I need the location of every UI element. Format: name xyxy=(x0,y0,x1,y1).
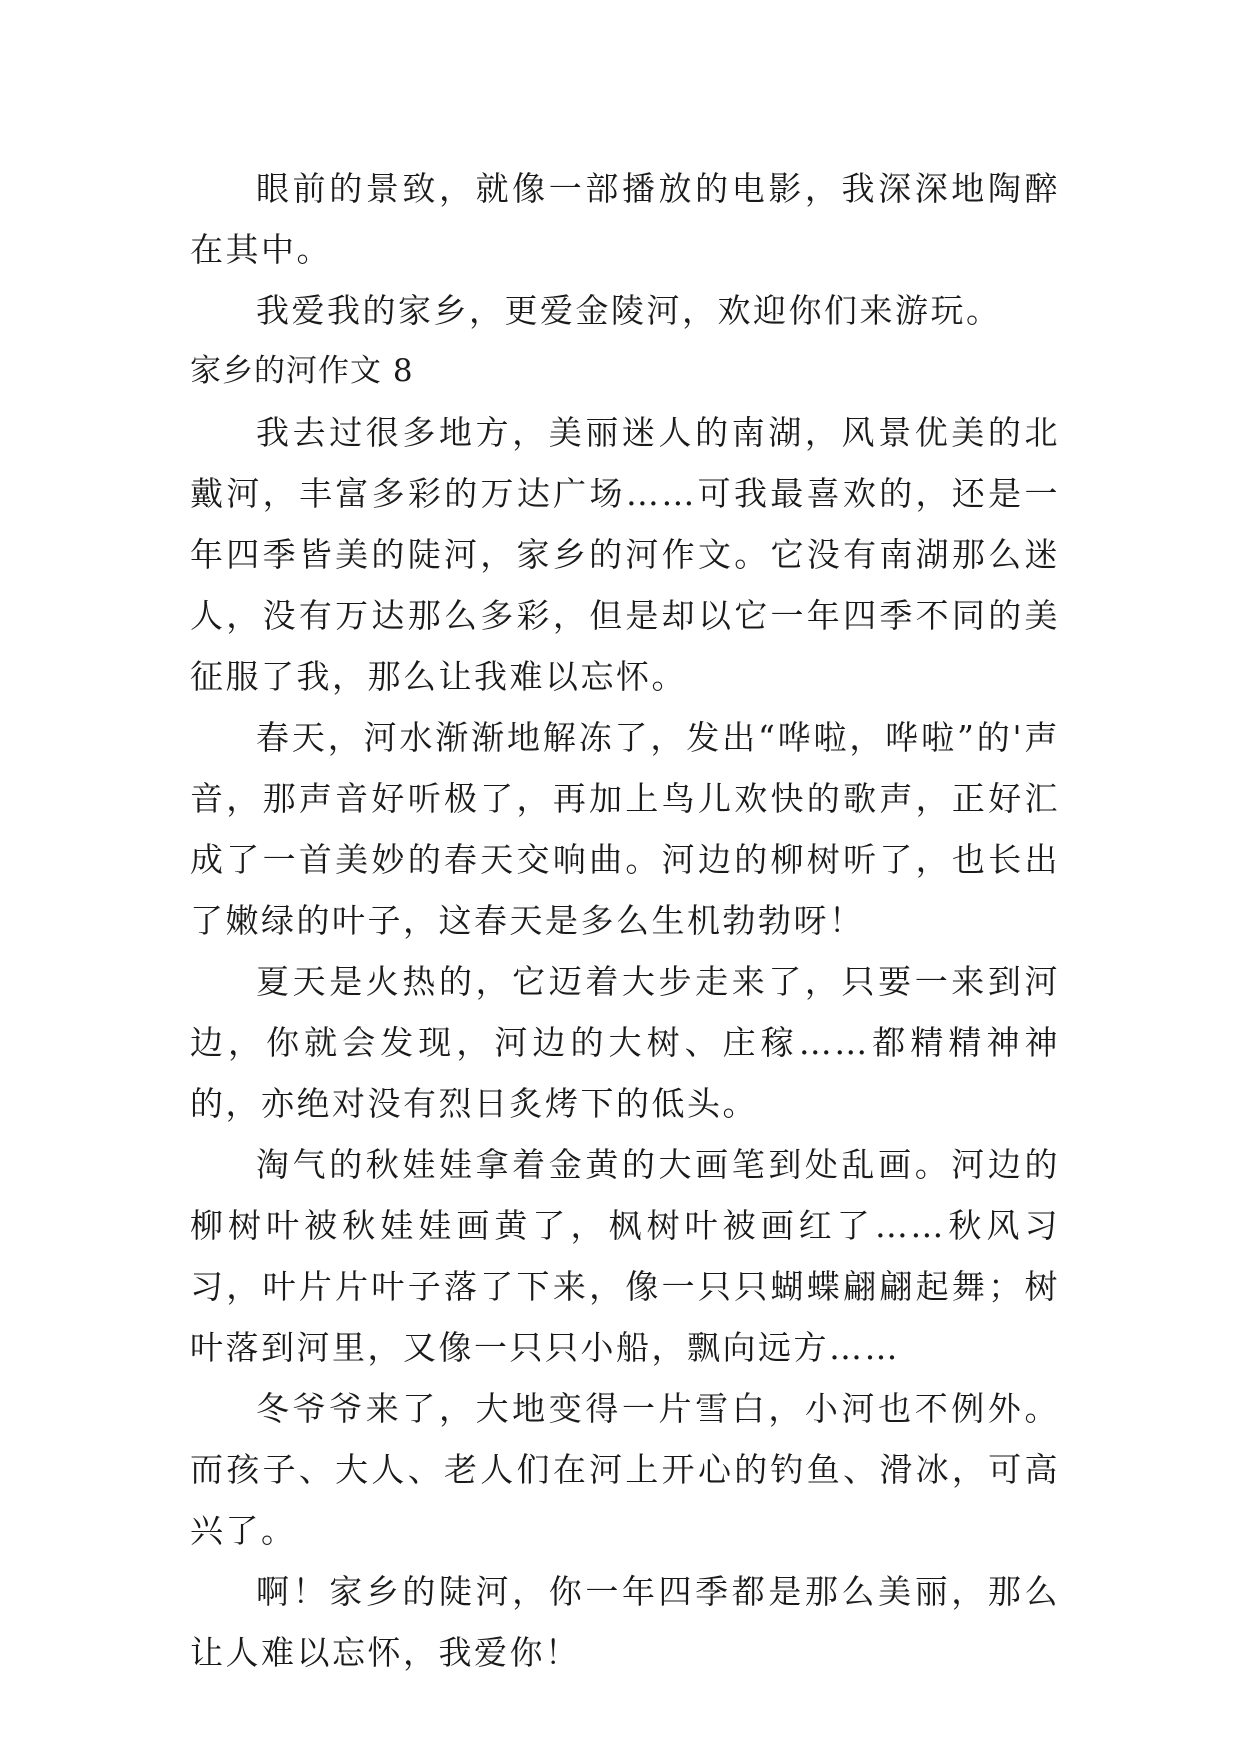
paragraph-winter: 冬爷爷来了，大地变得一片雪白，小河也不例外。而孩子、大人、老人们在河上开心的钓鱼、滑冰，可高兴了。 xyxy=(190,1389,1060,1550)
paragraph-scenery: 眼前的景致，就像一部播放的电影，我深深地陶醉在其中。 xyxy=(190,169,1060,269)
paragraph-autumn: 淘气的秋娃娃拿着金黄的大画笔到处乱画。河边的柳树叶被秋娃娃画黄了，枫树叶被画红了……秋风习习，叶片片叶子落了下来，像一只只蝴蝶翩翩起舞；树叶落到河里，又像一只只小船，飘向远方…… xyxy=(190,1145,1060,1367)
paragraph-spring: 春天，河水渐渐地解冻了，发出“哗啦，哗啦”的'声音，那声音好听极了，再加上鸟儿欢快的歌声，正好汇成了一首美妙的春天交响曲。河边的柳树听了，也长出了嫩绿的叶子，这春天是多么生机勃勃呀！ xyxy=(190,718,1060,940)
paragraph-summer: 夏天是火热的，它迈着大步走来了，只要一来到河边，你就会发现，河边的大树、庄稼……都精精神神的，亦绝对没有烈日炙烤下的低头。 xyxy=(190,962,1060,1123)
essay-heading: 家乡的河作文 8 xyxy=(190,353,414,389)
document-page xyxy=(190,158,1060,1683)
paragraph-conclusion: 啊！家乡的陡河，你一年四季都是那么美丽，那么让人难以忘怀，我爱你！ xyxy=(190,1572,1060,1672)
paragraph-love-hometown: 我爱我的家乡，更爱金陵河，欢迎你们来游玩。 xyxy=(256,291,1002,330)
paragraph-intro: 我去过很多地方，美丽迷人的南湖，风景优美的北戴河，丰富多彩的万达广场……可我最喜欢的，还是一年四季皆美的陡河，家乡的河作文。它没有南湖那么迷人，没有万达那么多彩，但是却以它一年四季不同的美征服了我，那么让我难以忘怀。 xyxy=(190,413,1060,696)
